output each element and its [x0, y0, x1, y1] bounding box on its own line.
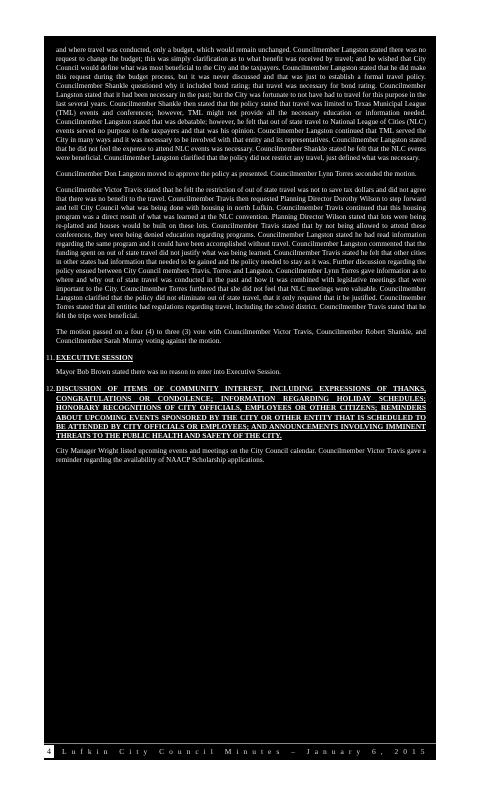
running-title: Lufkin City Council Minutes – January 6, 2015	[62, 747, 430, 756]
paragraph-motion: Councilmember Don Langston moved to approve the policy as presented. Councilmember Lynn Torres seconded the motion.	[56, 170, 417, 178]
paragraph-executive-session: Mayor Bob Brown stated there was no reason to enter into Executive Session.	[56, 368, 281, 377]
section-executive-session	[46, 353, 426, 362]
paragraph-travel-discussion: and where travel was conducted, only a budget, which would remain unchanged. Councilmember Langston stated there was no request to change the budget; this was simply clarification as to what benefit was received by travel; and he wished that City Council would define what was most beneficial to the City and the taxpayers. Councilmember Langston stated that he did make this request during the budget process, but it was never discussed and that was just to establish a formal travel policy. Councilmember Shankle questioned why it included bond rating; that travel was necessary for bond rating. Councilmember Langston stated that it had been necessary in the past; but the City was fortunate to not have had to travel for this purpose in the last several years. Councilmember Shankle then stated that the policy stated that travel was limited to Texas Municipal League (TML) events and conferences; however, TML might not provide all the necessary education or information needed. Councilmember Langston stated that was debatable; however, he felt that out of state travel to National League of Cities (NLC) events served no purpose to the taxpayers and that was his opinion. Councilmember Langston continued that TML served the City in many ways and it was necessary to be involved with that entity and its representatives. Councilmember Langston stated that he did not feel the expense to attend NLC events was necessary. Councilmember Shankle stated he felt that the NLC events were beneficial. Councilmember Langston clarified that the policy did not restrict any travel, just defined what was necessary.	[56, 46, 426, 162]
section-heading: DISCUSSION OF ITEMS OF COMMUNITY INTEREST, INCLUDING EXPRESSIONS OF THANKS, CONGRATULATIONS OR CONDOLENCE; INFORMATION REGARDING HOLIDAY SCHEDULES; HONORARY RECOGNITIONS OF CITY OFFICIALS, EMPLOYEES OR OTHER CITIZENS; REMINDERS ABOUT UPCOMING EVENTS SPONSORED BY THE CITY OR OTHER ENTITY THAT IS SCHEDULED TO BE ATTENDED BY CITY OFFICIALS OR EMPLOYEES; AND ANNOUNCEMENTS INVOLVING IMMINENT THREATS TO THE PUBLIC HEALTH AND SAFETY OF THE CITY.	[56, 384, 426, 441]
paragraph-community-interest: City Manager Wright listed upcoming events and meetings on the City Council calendar. Councilmember Victor Travis gave a reminder regarding the availability of NAACP Scholarship applications.	[56, 446, 426, 464]
minutes-content	[46, 46, 426, 472]
minutes-page	[44, 36, 436, 760]
page-number: 4	[44, 745, 54, 758]
section-number: 11.	[46, 353, 55, 362]
page-footer	[44, 743, 436, 760]
section-community-interest	[46, 384, 426, 441]
section-heading: EXECUTIVE SESSION	[56, 353, 134, 362]
paragraph-vote-result: The motion passed on a four (4) to three (3) vote with Councilmember Victor Travis, Councilmember Robert Shankle, and Councilmember Sarah Murray voting against the motion.	[56, 328, 426, 345]
paragraph-travis-discussion: Councilmember Victor Travis stated that he felt the restriction of out of state travel was not to save tax dollars and did not agree that there was no benefit to the travel. Councilmember Travis then requested Planning Director Dorothy Wilson to step forward and tell City Council what was being done with housing in north Lufkin. Councilmember Travis continued that this housing program was a direct result of what was learned at the NLC convention. Planning Director Wilson stated that lots were being re-platted and houses would be built on these lots. Councilmember Travis stated that by not being allowed to attend these conferences, they were being denied education regarding programs. Councilmember Langston stated he had read information regarding the same program and it could have been accomplished without travel. Councilmember Langston commented that the funding spent on out of state travel did not justify what was being learned. Councilmember Travis stated he felt that other cities in other states had information that needed to be gained and the policy needed to stay as it was. Further discussion regarding the policy ensued between City Council members Travis, Torres and Langston. Councilmember Lynn Torres gave information as to where and why out of state travel was conducted in the past and how it was combined with legislative meetings that were important to the City. Councilmember Torres furthered that she did not feel that NLC meetings were valuable. Councilmember Langston clarified that the policy did not eliminate out of state travel, that it only required that it be justified. Councilmember Torres stated that all entities had regulations regarding travel, including the school district. Councilmember Travis stated that he felt the trips were beneficial.	[56, 186, 426, 320]
section-number: 12.	[46, 384, 56, 394]
